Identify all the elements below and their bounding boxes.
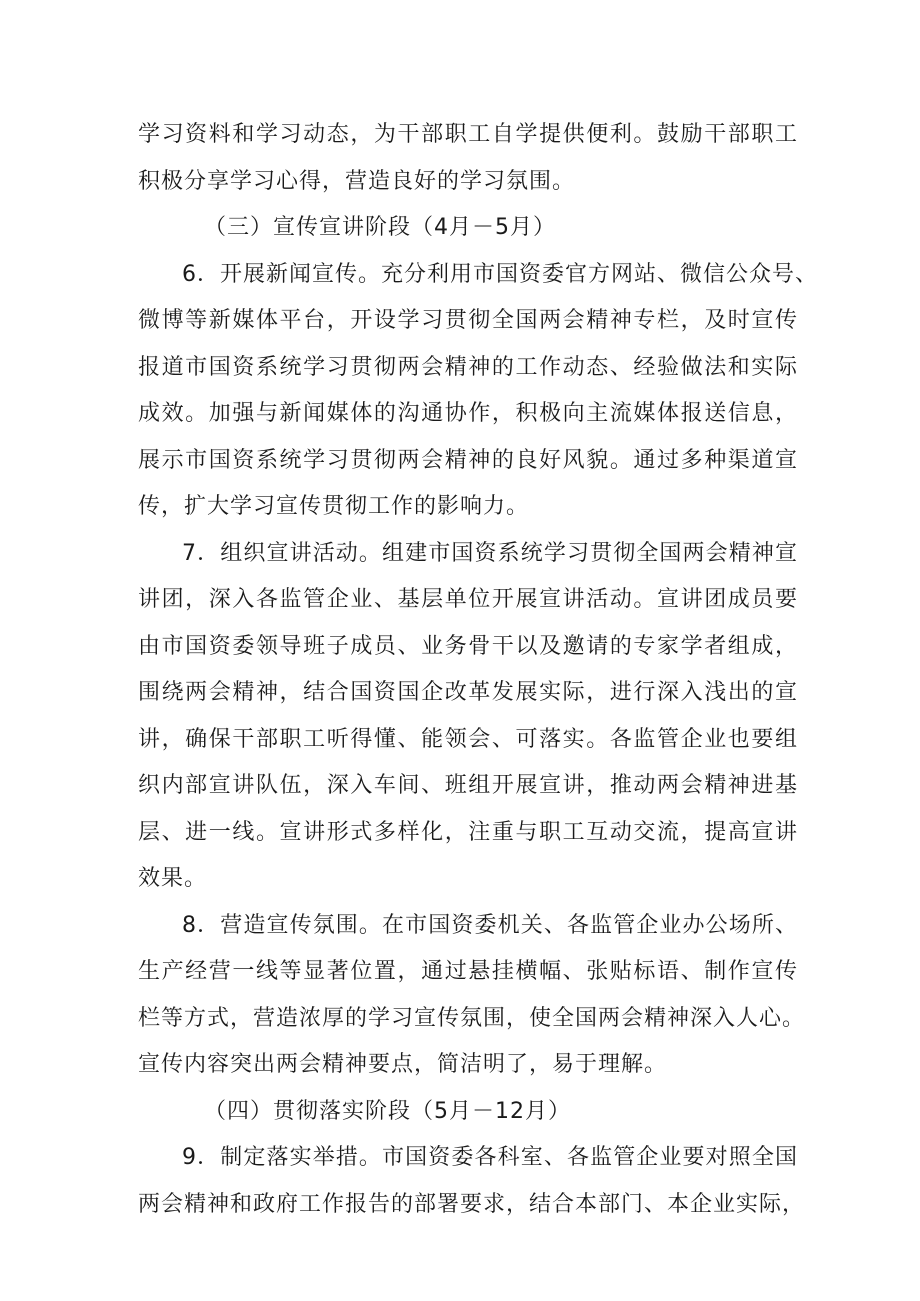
text-line: 织内部宣讲队伍，深入车间、班组开展宣讲，推动两会精神进基 [138, 773, 798, 798]
text-line: 讲团，深入各监管企业、基层单位开展宣讲活动。宣讲团成员要 [138, 587, 798, 612]
paragraph-8-start: 8．营造宣传氛围。在市国资委机关、各监管企业办公场所、 [182, 912, 798, 938]
text-line: 围绕两会精神，结合国资国企改革发展实际，进行深入浅出的宣 [138, 680, 798, 705]
text-line: 两会精神和政府工作报告的部署要求，结合本部门、本企业实际， [138, 1191, 806, 1217]
text-line: 由市国资委领导班子成员、业务骨干以及邀请的专家学者组成， [138, 633, 798, 659]
text-line: 学习资料和学习动态，为干部职工自学提供便利。鼓励干部职工 [138, 122, 798, 147]
paragraph-7-start: 7．组织宣讲活动。组建市国资系统学习贯彻全国两会精神宣 [182, 540, 798, 566]
text-line: 宣传内容突出两会精神要点，简洁明了，易于理解。 [138, 1052, 668, 1077]
document-body [138, 112, 818, 1228]
text-line: 微博等新媒体平台，开设学习贯彻全国两会精神专栏，及时宣传 [138, 308, 798, 333]
text-line: 展示市国资系统学习贯彻两会精神的良好风貌。通过多种渠道宣 [138, 447, 798, 473]
text-line: 栏等方式，营造浓厚的学习宣传氛围，使全国两会精神深入人心。 [138, 1005, 806, 1031]
text-line: 生产经营一线等显著位置，通过悬挂横幅、张贴标语、制作宣传 [138, 959, 798, 984]
text-line: 讲，确保干部职工听得懂、能领会、可落实。各监管企业也要组 [138, 726, 798, 752]
text-line: 传，扩大学习宣传贯彻工作的影响力。 [138, 494, 530, 519]
section-heading-4: （四）贯彻落实阶段（5月－12月） [204, 1098, 571, 1124]
paragraph-6-start: 6．开展新闻宣传。充分利用市国资委官方网站、微信公众号、 [182, 261, 818, 287]
text-line: 效果。 [138, 866, 208, 891]
paragraph-9-start: 9．制定落实举措。市国资委各科室、各监管企业要对照全国 [182, 1145, 798, 1170]
section-heading-3: （三）宣传宣讲阶段（4月－5月） [204, 215, 556, 240]
text-line: 报道市国资系统学习贯彻两会精神的工作动态、经验做法和实际 [138, 354, 798, 380]
text-line: 成效。加强与新闻媒体的沟通协作，积极向主流媒体报送信息， [138, 401, 798, 426]
text-line: 积极分享学习心得，营造良好的学习氛围。 [138, 168, 576, 194]
text-line: 层、进一线。宣讲形式多样化，注重与职工互动交流，提高宣讲 [138, 819, 798, 845]
